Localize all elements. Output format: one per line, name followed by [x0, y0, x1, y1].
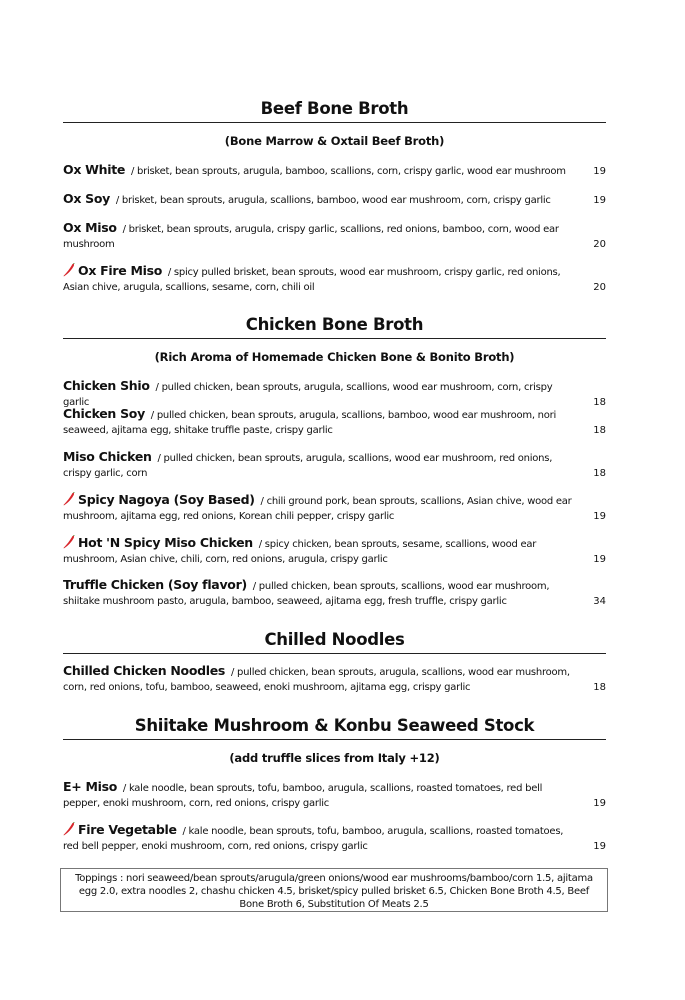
- menu-item-text: [63, 822, 578, 854]
- section-divider: [63, 653, 606, 654]
- menu-item-text: [63, 492, 578, 524]
- menu-item: [63, 221, 606, 252]
- menu-item-price: 20: [593, 238, 606, 250]
- toppings-box: Toppings : nori seaweed/bean sprouts/arugula/green onions/wood ear mushrooms/bamboo/corn 1.5, ajitama egg 2.0, extra noodles 2, chashu chicken 4.5, brisket/spicy pulled brisket 6.5, Chicken Bone Broth 4.5, Beef Bone Broth 6, Substitution Of Meats 2.5: [60, 868, 608, 912]
- menu-item-price: 18: [593, 424, 606, 436]
- section-title: Chilled Noodles: [264, 630, 405, 649]
- menu-item-text: [63, 221, 578, 252]
- menu-item-price: 20: [593, 281, 606, 293]
- menu-item-text: [63, 163, 578, 180]
- menu-item-description: / brisket, bean sprouts, arugula, crispy garlic, scallions, red onions, bamboo, corn, wood ear mushroom: [63, 224, 559, 250]
- menu-item-text: [63, 780, 578, 811]
- chili-pepper-icon: [63, 263, 75, 277]
- menu-item: [63, 664, 606, 695]
- menu-item-name: Ox White: [63, 162, 126, 177]
- menu-item: [63, 407, 606, 438]
- menu-item-text: [63, 263, 578, 295]
- menu-item: [63, 492, 606, 524]
- menu-item-name: Truffle Chicken (Soy flavor): [63, 577, 247, 592]
- section-title: Chicken Bone Broth: [245, 315, 424, 334]
- menu-item-price: 19: [593, 553, 606, 565]
- section-subtitle: (Rich Aroma of Homemade Chicken Bone & Bonito Broth): [154, 350, 515, 364]
- menu-item-name: Chilled Chicken Noodles: [63, 663, 226, 678]
- menu-item-description: / brisket, bean sprouts, arugula, scallions, bamboo, wood ear mushroom, corn, crispy garlic: [115, 195, 551, 206]
- menu-item-text: [63, 407, 578, 438]
- menu-item-name: E+ Miso: [63, 779, 118, 794]
- section-title: Shiitake Mushroom & Konbu Seaweed Stock: [134, 716, 535, 735]
- menu-item-description: / spicy pulled brisket, bean sprouts, wood ear mushroom, crispy garlic, red onions, Asian chive, arugula, scallions, sesame, corn, chili oil: [63, 267, 561, 293]
- section-divider: [63, 338, 606, 339]
- menu-item-description: / pulled chicken, bean sprouts, arugula, scallions, wood ear mushroom, red onions, crispy garlic, corn: [63, 453, 553, 479]
- menu-item-description: / chili ground pork, bean sprouts, scallions, Asian chive, wood ear mushroom, ajitama egg, red onions, Korean chili pepper, crispy garlic: [63, 496, 572, 522]
- menu-item-description: / brisket, bean sprouts, arugula, bamboo, scallions, corn, crispy garlic, wood ear mushroom: [130, 166, 566, 177]
- section-title: Beef Bone Broth: [260, 99, 409, 118]
- menu-item-description: / pulled chicken, bean sprouts, arugula, scallions, bamboo, wood ear mushroom, nori seaweed, ajitama egg, shitake truffle paste, crispy garlic: [63, 410, 557, 436]
- section-subtitle: (Bone Marrow & Oxtail Beef Broth): [224, 134, 445, 148]
- chili-pepper-icon: [63, 822, 75, 836]
- menu-item-name: Chicken Soy: [63, 406, 145, 421]
- menu-item: [63, 163, 606, 180]
- section-subtitle: (add truffle slices from Italy +12): [229, 751, 440, 765]
- menu-item-price: 18: [593, 396, 606, 408]
- menu-item-description: / kale noodle, bean sprouts, tofu, bamboo, arugula, scallions, roasted tomatoes, red bell pepper, enoki mushroom, corn, red onions, crispy garlic: [63, 826, 564, 852]
- menu-item-name: Ox Fire Miso: [78, 263, 163, 278]
- menu-item: [63, 450, 606, 481]
- menu-item-price: 19: [593, 510, 606, 522]
- menu-item: [63, 822, 606, 854]
- section-divider: [63, 122, 606, 123]
- menu-item-name: Ox Miso: [63, 220, 117, 235]
- section-divider: [63, 739, 606, 740]
- menu-item-text: [63, 535, 578, 567]
- menu-item-description: / spicy chicken, bean sprouts, sesame, scallions, wood ear mushroom, Asian chive, chili, corn, red onions, arugula, crispy garlic: [63, 539, 537, 565]
- menu-item: [63, 535, 606, 567]
- menu-item-price: 18: [593, 681, 606, 693]
- menu-item-name: Miso Chicken: [63, 449, 152, 464]
- chili-pepper-icon: [63, 492, 75, 506]
- menu-item-price: 19: [593, 195, 606, 206]
- menu-item-text: [63, 664, 578, 695]
- menu-item: [63, 263, 606, 295]
- menu-item-description: / pulled chicken, bean sprouts, arugula, scallions, wood ear mushroom, corn, red onions, tofu, bamboo, seaweed, enoki mushroom, ajitama egg, crispy garlic: [63, 667, 570, 693]
- menu-item-text: [63, 450, 578, 481]
- menu-item-description: / pulled chicken, bean sprouts, scallions, wood ear mushroom, shiitake mushroom pasto, arugula, bamboo, seaweed, ajitama egg, fresh truffle, crispy garlic: [63, 581, 550, 607]
- menu-item: [63, 192, 606, 209]
- menu-item-name: Ox Soy: [63, 191, 110, 206]
- menu-item-name: Fire Vegetable: [78, 822, 177, 837]
- menu-item-text: [63, 578, 578, 609]
- menu-item-description: / pulled chicken, bean sprouts, arugula, scallions, wood ear mushroom, corn, crispy garlic: [63, 382, 553, 408]
- menu-item-name: Hot 'N Spicy Miso Chicken: [78, 535, 253, 550]
- menu-item-price: 19: [593, 166, 606, 177]
- chili-pepper-icon: [63, 535, 75, 549]
- menu-item-price: 18: [593, 467, 606, 479]
- menu-item-price: 19: [593, 797, 606, 809]
- menu-item-name: Chicken Shio: [63, 378, 150, 393]
- menu-item: [63, 578, 606, 609]
- menu-item: [63, 780, 606, 811]
- menu-item-price: 34: [593, 595, 606, 607]
- menu-item-description: / kale noodle, bean sprouts, tofu, bamboo, arugula, scallions, roasted tomatoes, red bell pepper, enoki mushroom, corn, red onions, crispy garlic: [63, 783, 543, 809]
- menu-item-name: Spicy Nagoya (Soy Based): [78, 492, 255, 507]
- menu-item-price: 19: [593, 840, 606, 852]
- menu-item-text: [63, 192, 578, 209]
